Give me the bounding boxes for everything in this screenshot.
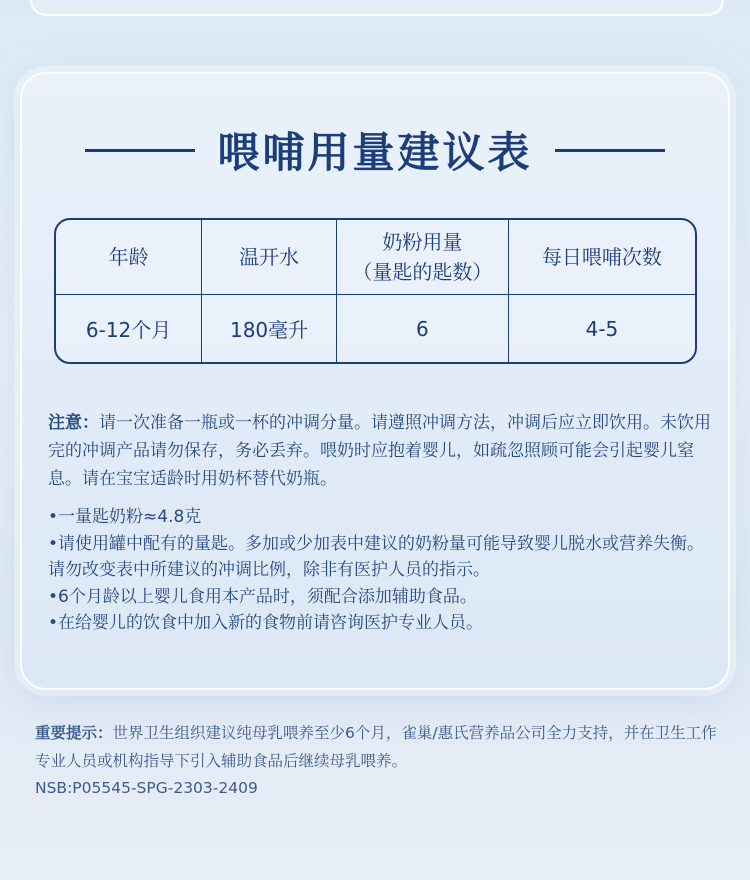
header-feeds-per-day: 每日喂哺次数 (509, 220, 695, 295)
header-powder-line1: 奶粉用量 (382, 230, 463, 254)
note-text: 请一次准备一瓶或一杯的冲调分量。请遵照冲调方法，冲调后应立即饮用。未饮用完的冲调产品请勿保存，务必丢弃。喂奶时应抱着婴儿，如疏忽照顾可能会引起婴儿窒息。请在宝宝适龄时用奶杯替代奶瓶。 (48, 413, 711, 489)
cell-feeds: 4-5 (585, 316, 619, 341)
important-notice (35, 720, 725, 803)
cell-powder: 6 (337, 295, 509, 362)
cell-age: 6-12个月 (56, 295, 202, 362)
header-powder-line2: （量匙的匙数） (352, 260, 493, 284)
product-code: NSB:P05545-SPG-2303-2409 (35, 779, 258, 797)
list-item: •在给婴儿的饮食中加入新的食物前请咨询医护专业人员。 (48, 613, 484, 633)
notice-lead: 重要提示： (35, 724, 113, 742)
header-powder (337, 220, 509, 295)
note-paragraph (48, 409, 718, 493)
list-item: •6个月龄以上婴儿食用本产品时，须配合添加辅助食品。 (48, 586, 477, 607)
notice-text: 世界卫生组织建议纯母乳喂养至少6个月，雀巢/惠氏营养品公司全力支持，并在卫生工作专业人员或机构指导下引入辅助食品后继续母乳喂养。 (35, 724, 717, 770)
title-left-rule (85, 149, 195, 152)
bullet-list (48, 504, 718, 637)
title-right-rule (555, 149, 665, 152)
cell-water: 180毫升 (202, 295, 337, 362)
list-item: •请使用罐中配有的量匙。多加或少加表中建议的奶粉量可能导致婴儿脱水或营养失衡。请勿改变表中所建议的冲调比例，除非有医护人员的指示。 (48, 533, 705, 580)
table-header-row (56, 220, 695, 295)
table-row (56, 295, 695, 362)
header-water: 温开水 (202, 220, 337, 295)
list-item: •一量匙奶粉≈4.8克 (48, 507, 202, 527)
top-panel-edge (30, 0, 724, 16)
title-row (0, 120, 750, 180)
feeding-table (54, 218, 697, 364)
notice-paragraph (35, 720, 725, 775)
note-lead: 注意： (48, 413, 99, 433)
page-title: 喂哺用量建议表 (217, 128, 533, 177)
header-age: 年龄 (56, 220, 202, 295)
